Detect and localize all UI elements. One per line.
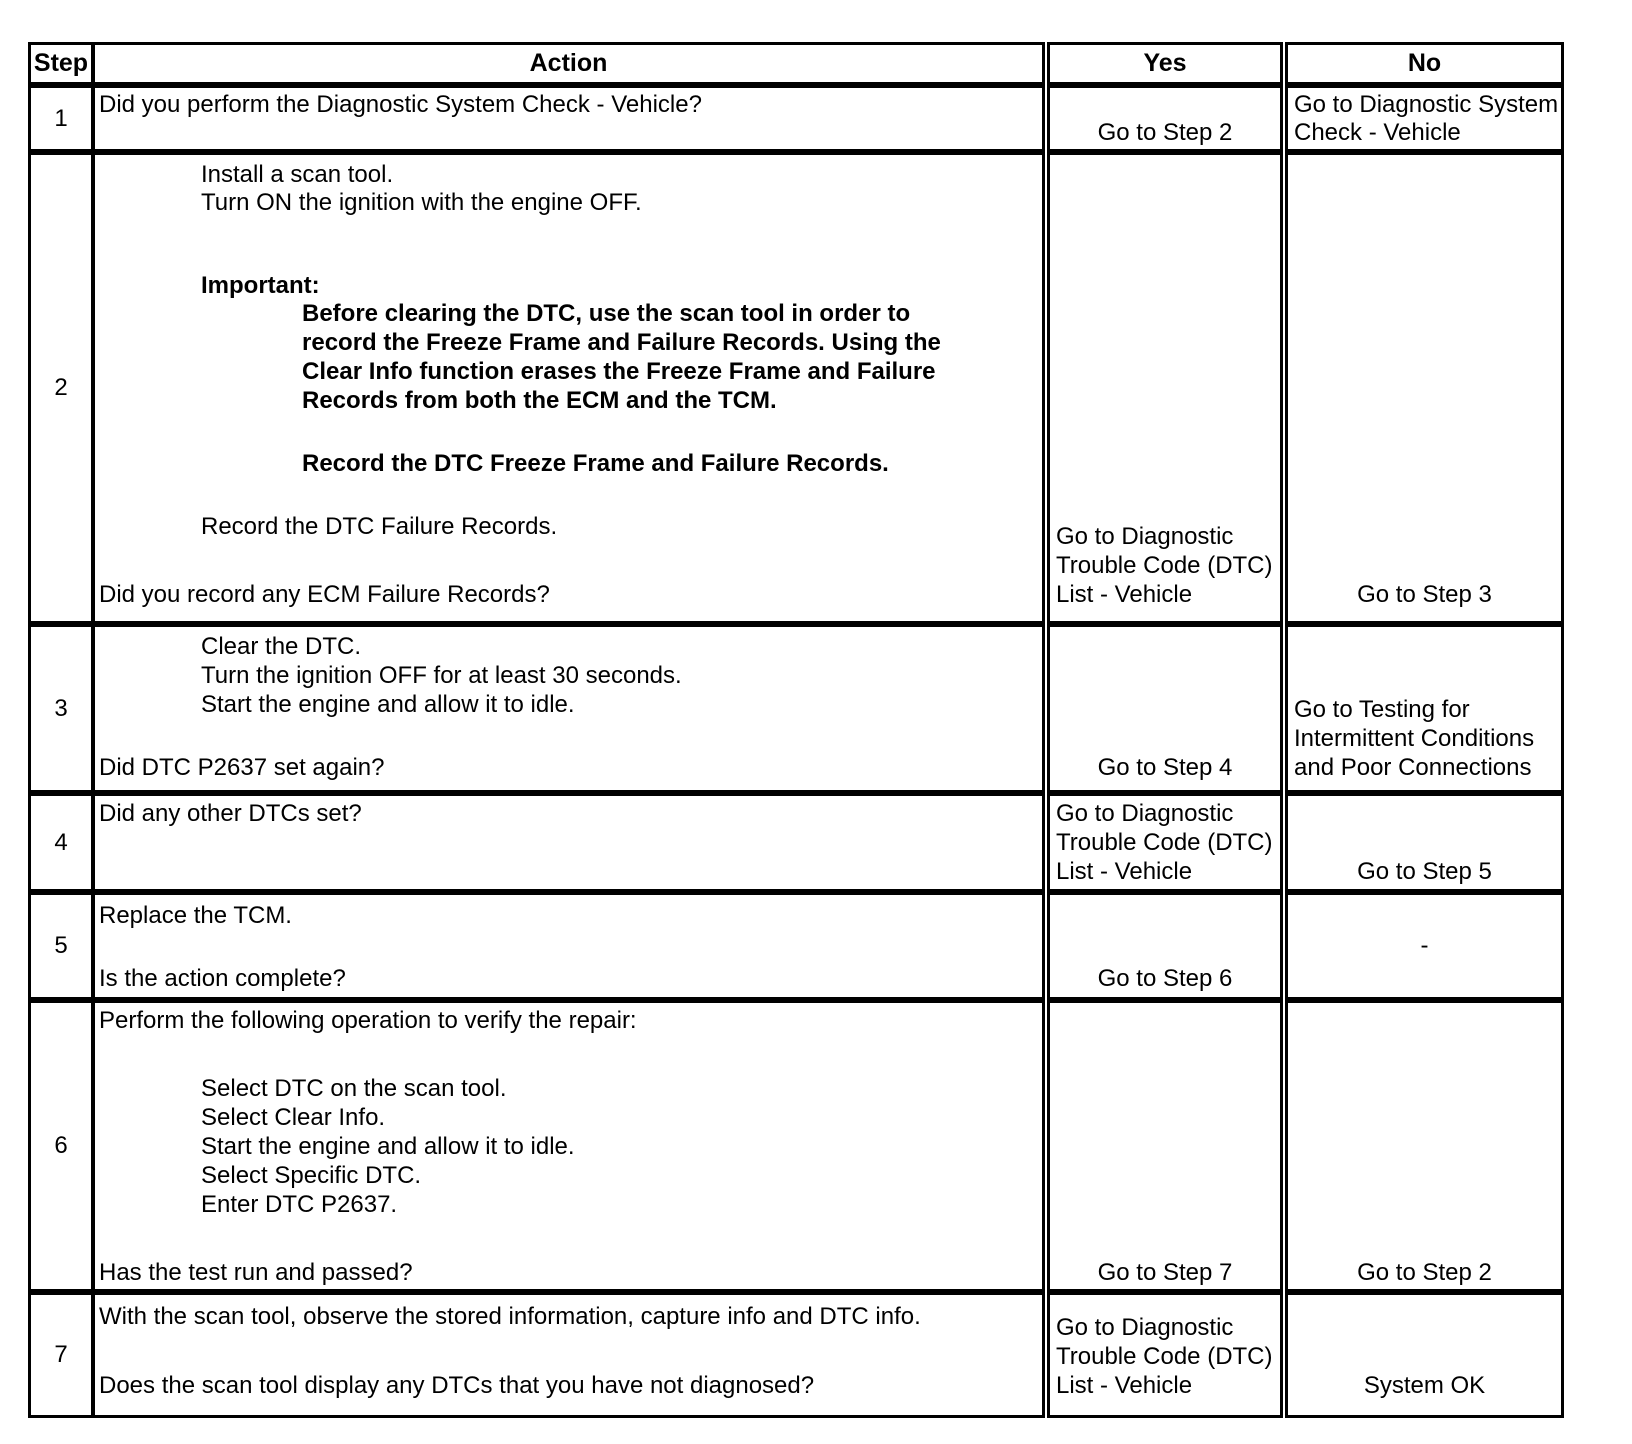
no-cell-5 xyxy=(1285,892,1564,1000)
no-cell-7 xyxy=(1285,1292,1564,1418)
yes-cell-2 xyxy=(1047,152,1283,624)
question-text: Did you record any ECM Failure Records? xyxy=(99,581,550,608)
yes-text-line: List - Vehicle xyxy=(1056,1372,1193,1399)
action-item: Start the engine and allow it to idle. xyxy=(201,691,575,718)
action-cell-3 xyxy=(92,624,1045,793)
no-cell-4 xyxy=(1285,793,1564,892)
important-text-line: Records from both the ECM and the TCM. xyxy=(302,387,777,414)
question-text: Has the test run and passed? xyxy=(99,1259,413,1286)
yes-cell-7 xyxy=(1047,1292,1283,1418)
step-number-2: 2 xyxy=(28,152,94,624)
no-text: Go to Step 2 xyxy=(1357,1259,1492,1286)
important-text-line: record the Freeze Frame and Failure Records. Using the xyxy=(302,329,941,356)
yes-text-line: Trouble Code (DTC) xyxy=(1056,829,1273,856)
action-item: Record the DTC Failure Records. xyxy=(201,513,558,540)
action-cell-6 xyxy=(92,1000,1045,1292)
step-number-7: 7 xyxy=(28,1292,94,1418)
action-item: Turn ON the ignition with the engine OFF. xyxy=(201,189,642,216)
yes-cell-4 xyxy=(1047,793,1283,892)
no-cell-2 xyxy=(1285,152,1564,624)
action-item: Clear the DTC. xyxy=(201,633,362,660)
yes-text: Go to Step 6 xyxy=(1097,965,1233,992)
important-step: Record the DTC Freeze Frame and Failure Records. xyxy=(302,450,889,477)
question-text: Does the scan tool display any DTCs that you have not diagnosed? xyxy=(99,1372,815,1399)
action-cell-7 xyxy=(92,1292,1045,1418)
yes-text-line: Go to Diagnostic xyxy=(1056,1314,1234,1341)
action-text: Did you perform the Diagnostic System Check - Vehicle? xyxy=(99,91,702,118)
step-number-4: 4 xyxy=(28,793,94,892)
important-label: Important: xyxy=(201,272,320,299)
action-cell-5 xyxy=(92,892,1045,1000)
yes-cell-1 xyxy=(1047,85,1283,152)
yes-text-line: List - Vehicle xyxy=(1056,858,1193,885)
yes-text-line: Go to Diagnostic xyxy=(1056,523,1234,550)
step-number-6: 6 xyxy=(28,1000,94,1292)
action-item: Turn the ignition OFF for at least 30 seconds. xyxy=(201,662,682,689)
yes-text-line: Trouble Code (DTC) xyxy=(1056,1343,1273,1370)
no-text-line: Check - Vehicle xyxy=(1294,119,1461,146)
yes-text-line: List - Vehicle xyxy=(1056,581,1193,608)
yes-cell-5 xyxy=(1047,892,1283,1000)
no-text: - xyxy=(1420,932,1429,959)
yes-text-line: Trouble Code (DTC) xyxy=(1056,552,1273,579)
step-number-3: 3 xyxy=(28,624,94,793)
no-text: System OK xyxy=(1363,1372,1486,1399)
no-text-line: Intermittent Conditions xyxy=(1294,725,1535,752)
step-number-1: 1 xyxy=(28,85,94,152)
important-text-line: Clear Info function erases the Freeze Frame and Failure xyxy=(302,358,936,385)
header-yes: Yes xyxy=(1047,42,1283,85)
question-text: Is the action complete? xyxy=(99,965,346,992)
yes-cell-6 xyxy=(1047,1000,1283,1292)
important-text-line: Before clearing the DTC, use the scan tool in order to xyxy=(302,300,911,327)
no-text-line: Go to Testing for xyxy=(1294,696,1470,723)
action-item: Start the engine and allow it to idle. xyxy=(201,1133,575,1160)
question-text: Did any other DTCs set? xyxy=(99,800,362,827)
no-cell-1 xyxy=(1285,85,1564,152)
action-cell-1 xyxy=(92,85,1045,152)
action-item: Enter DTC P2637. xyxy=(201,1191,398,1218)
action-text: Replace the TCM. xyxy=(99,902,292,929)
yes-text: Go to Step 4 xyxy=(1097,754,1233,781)
no-text-line: Go to Diagnostic System xyxy=(1294,91,1559,118)
diagnostic-table xyxy=(28,42,1564,1418)
no-text: Go to Step 3 xyxy=(1357,581,1492,608)
header-action: Action xyxy=(92,42,1045,85)
header-no: No xyxy=(1285,42,1564,85)
action-item: Select DTC on the scan tool. xyxy=(201,1075,507,1102)
action-cell-4 xyxy=(92,793,1045,892)
action-item: Select Clear Info. xyxy=(201,1104,386,1131)
yes-text: Go to Step 2 xyxy=(1097,119,1233,146)
no-text: Go to Step 5 xyxy=(1357,858,1492,885)
yes-text-line: Go to Diagnostic xyxy=(1056,800,1234,827)
header-step: Step xyxy=(28,42,94,85)
action-cell-2 xyxy=(92,152,1045,624)
action-item: Install a scan tool. xyxy=(201,161,394,188)
intro-text: Perform the following operation to verify the repair: xyxy=(99,1007,637,1034)
question-text: Did DTC P2637 set again? xyxy=(99,754,385,781)
action-item: Select Specific DTC. xyxy=(201,1162,422,1189)
yes-text: Go to Step 7 xyxy=(1097,1259,1233,1286)
no-cell-6 xyxy=(1285,1000,1564,1292)
no-text-line: and Poor Connections xyxy=(1294,754,1532,781)
yes-cell-3 xyxy=(1047,624,1283,793)
action-text: With the scan tool, observe the stored information, capture info and DTC info. xyxy=(99,1303,921,1330)
no-cell-3 xyxy=(1285,624,1564,793)
step-number-5: 5 xyxy=(28,892,94,1000)
